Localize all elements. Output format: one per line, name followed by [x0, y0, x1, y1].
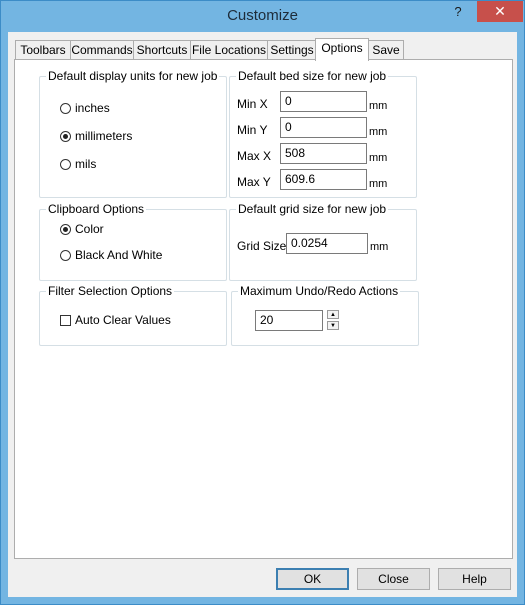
- units-group: [39, 69, 227, 198]
- tab-shortcuts[interactable]: Shortcuts: [133, 40, 191, 60]
- min-y-unit: mm: [369, 126, 388, 138]
- radio-color-circle[interactable]: [60, 224, 71, 235]
- grid-size-input[interactable]: 0.0254: [286, 233, 368, 254]
- radio-mils[interactable]: [60, 157, 96, 171]
- clipboard-group: [39, 202, 227, 281]
- close-button[interactable]: Close: [357, 568, 430, 590]
- radio-inches[interactable]: [60, 101, 110, 115]
- min-y-input[interactable]: 0: [280, 117, 367, 138]
- undo-redo-input[interactable]: 20: [255, 310, 323, 331]
- radio-color[interactable]: [60, 222, 104, 236]
- radio-inches-label: inches: [75, 101, 110, 115]
- bed-size-group-label: Default bed size for new job: [238, 69, 387, 83]
- auto-clear-values-box[interactable]: [60, 315, 71, 326]
- filter-selection-group: [39, 284, 227, 346]
- min-x-input[interactable]: 0: [280, 91, 367, 112]
- max-y-label: Max Y: [237, 175, 271, 189]
- help-button[interactable]: Help: [438, 568, 511, 590]
- tab-settings[interactable]: Settings: [267, 40, 317, 60]
- clipboard-group-label: Clipboard Options: [48, 202, 145, 216]
- filter-selection-group-label: Filter Selection Options: [48, 284, 173, 298]
- radio-black-and-white-label: Black And White: [75, 248, 163, 262]
- units-group-label: Default display units for new job: [48, 69, 218, 83]
- tab-toolbars[interactable]: Toolbars: [15, 40, 71, 60]
- max-x-input[interactable]: 508: [280, 143, 367, 164]
- undo-redo-spinner[interactable]: [327, 310, 339, 330]
- grid-size-label: Grid Size: [237, 239, 287, 253]
- max-x-unit: mm: [369, 152, 388, 164]
- tab-save[interactable]: Save: [368, 40, 404, 60]
- window-title: Customize: [227, 7, 298, 24]
- min-y-label: Min Y: [237, 123, 268, 137]
- max-y-unit: mm: [369, 178, 388, 190]
- min-x-label: Min X: [237, 97, 268, 111]
- max-y-input[interactable]: 609.6: [280, 169, 367, 190]
- radio-black-and-white-circle[interactable]: [60, 250, 71, 261]
- max-x-label: Max X: [237, 149, 272, 163]
- auto-clear-values-label: Auto Clear Values: [75, 313, 171, 327]
- grid-size-unit: mm: [370, 241, 389, 253]
- undo-redo-group: [231, 284, 419, 346]
- spin-down-icon[interactable]: ▼: [327, 321, 339, 330]
- title-bar[interactable]: [1, 1, 524, 32]
- grid-size-group: [229, 202, 417, 281]
- radio-inches-circle[interactable]: [60, 103, 71, 114]
- bed-size-group: [229, 69, 417, 198]
- radio-mils-label: mils: [75, 157, 97, 171]
- radio-mils-circle[interactable]: [60, 159, 71, 170]
- spin-up-icon[interactable]: ▲: [327, 310, 339, 319]
- radio-black-and-white[interactable]: [60, 248, 162, 262]
- tab-options[interactable]: Options: [315, 38, 369, 61]
- grid-size-group-label: Default grid size for new job: [238, 202, 387, 216]
- options-panel: [14, 59, 513, 559]
- auto-clear-values-checkbox[interactable]: [60, 313, 171, 327]
- radio-millimeters-label: millimeters: [75, 129, 133, 143]
- tab-file-locations[interactable]: File Locations: [190, 40, 268, 60]
- tab-commands[interactable]: Commands: [70, 40, 134, 60]
- dialog-client: [8, 32, 517, 597]
- help-icon[interactable]: ?: [454, 4, 462, 19]
- radio-color-label: Color: [75, 222, 104, 236]
- radio-millimeters-circle[interactable]: [60, 131, 71, 142]
- undo-redo-group-label: Maximum Undo/Redo Actions: [240, 284, 399, 298]
- ok-button[interactable]: OK: [276, 568, 349, 590]
- close-icon[interactable]: ✕: [477, 1, 523, 22]
- radio-millimeters[interactable]: [60, 129, 132, 143]
- min-x-unit: mm: [369, 100, 388, 112]
